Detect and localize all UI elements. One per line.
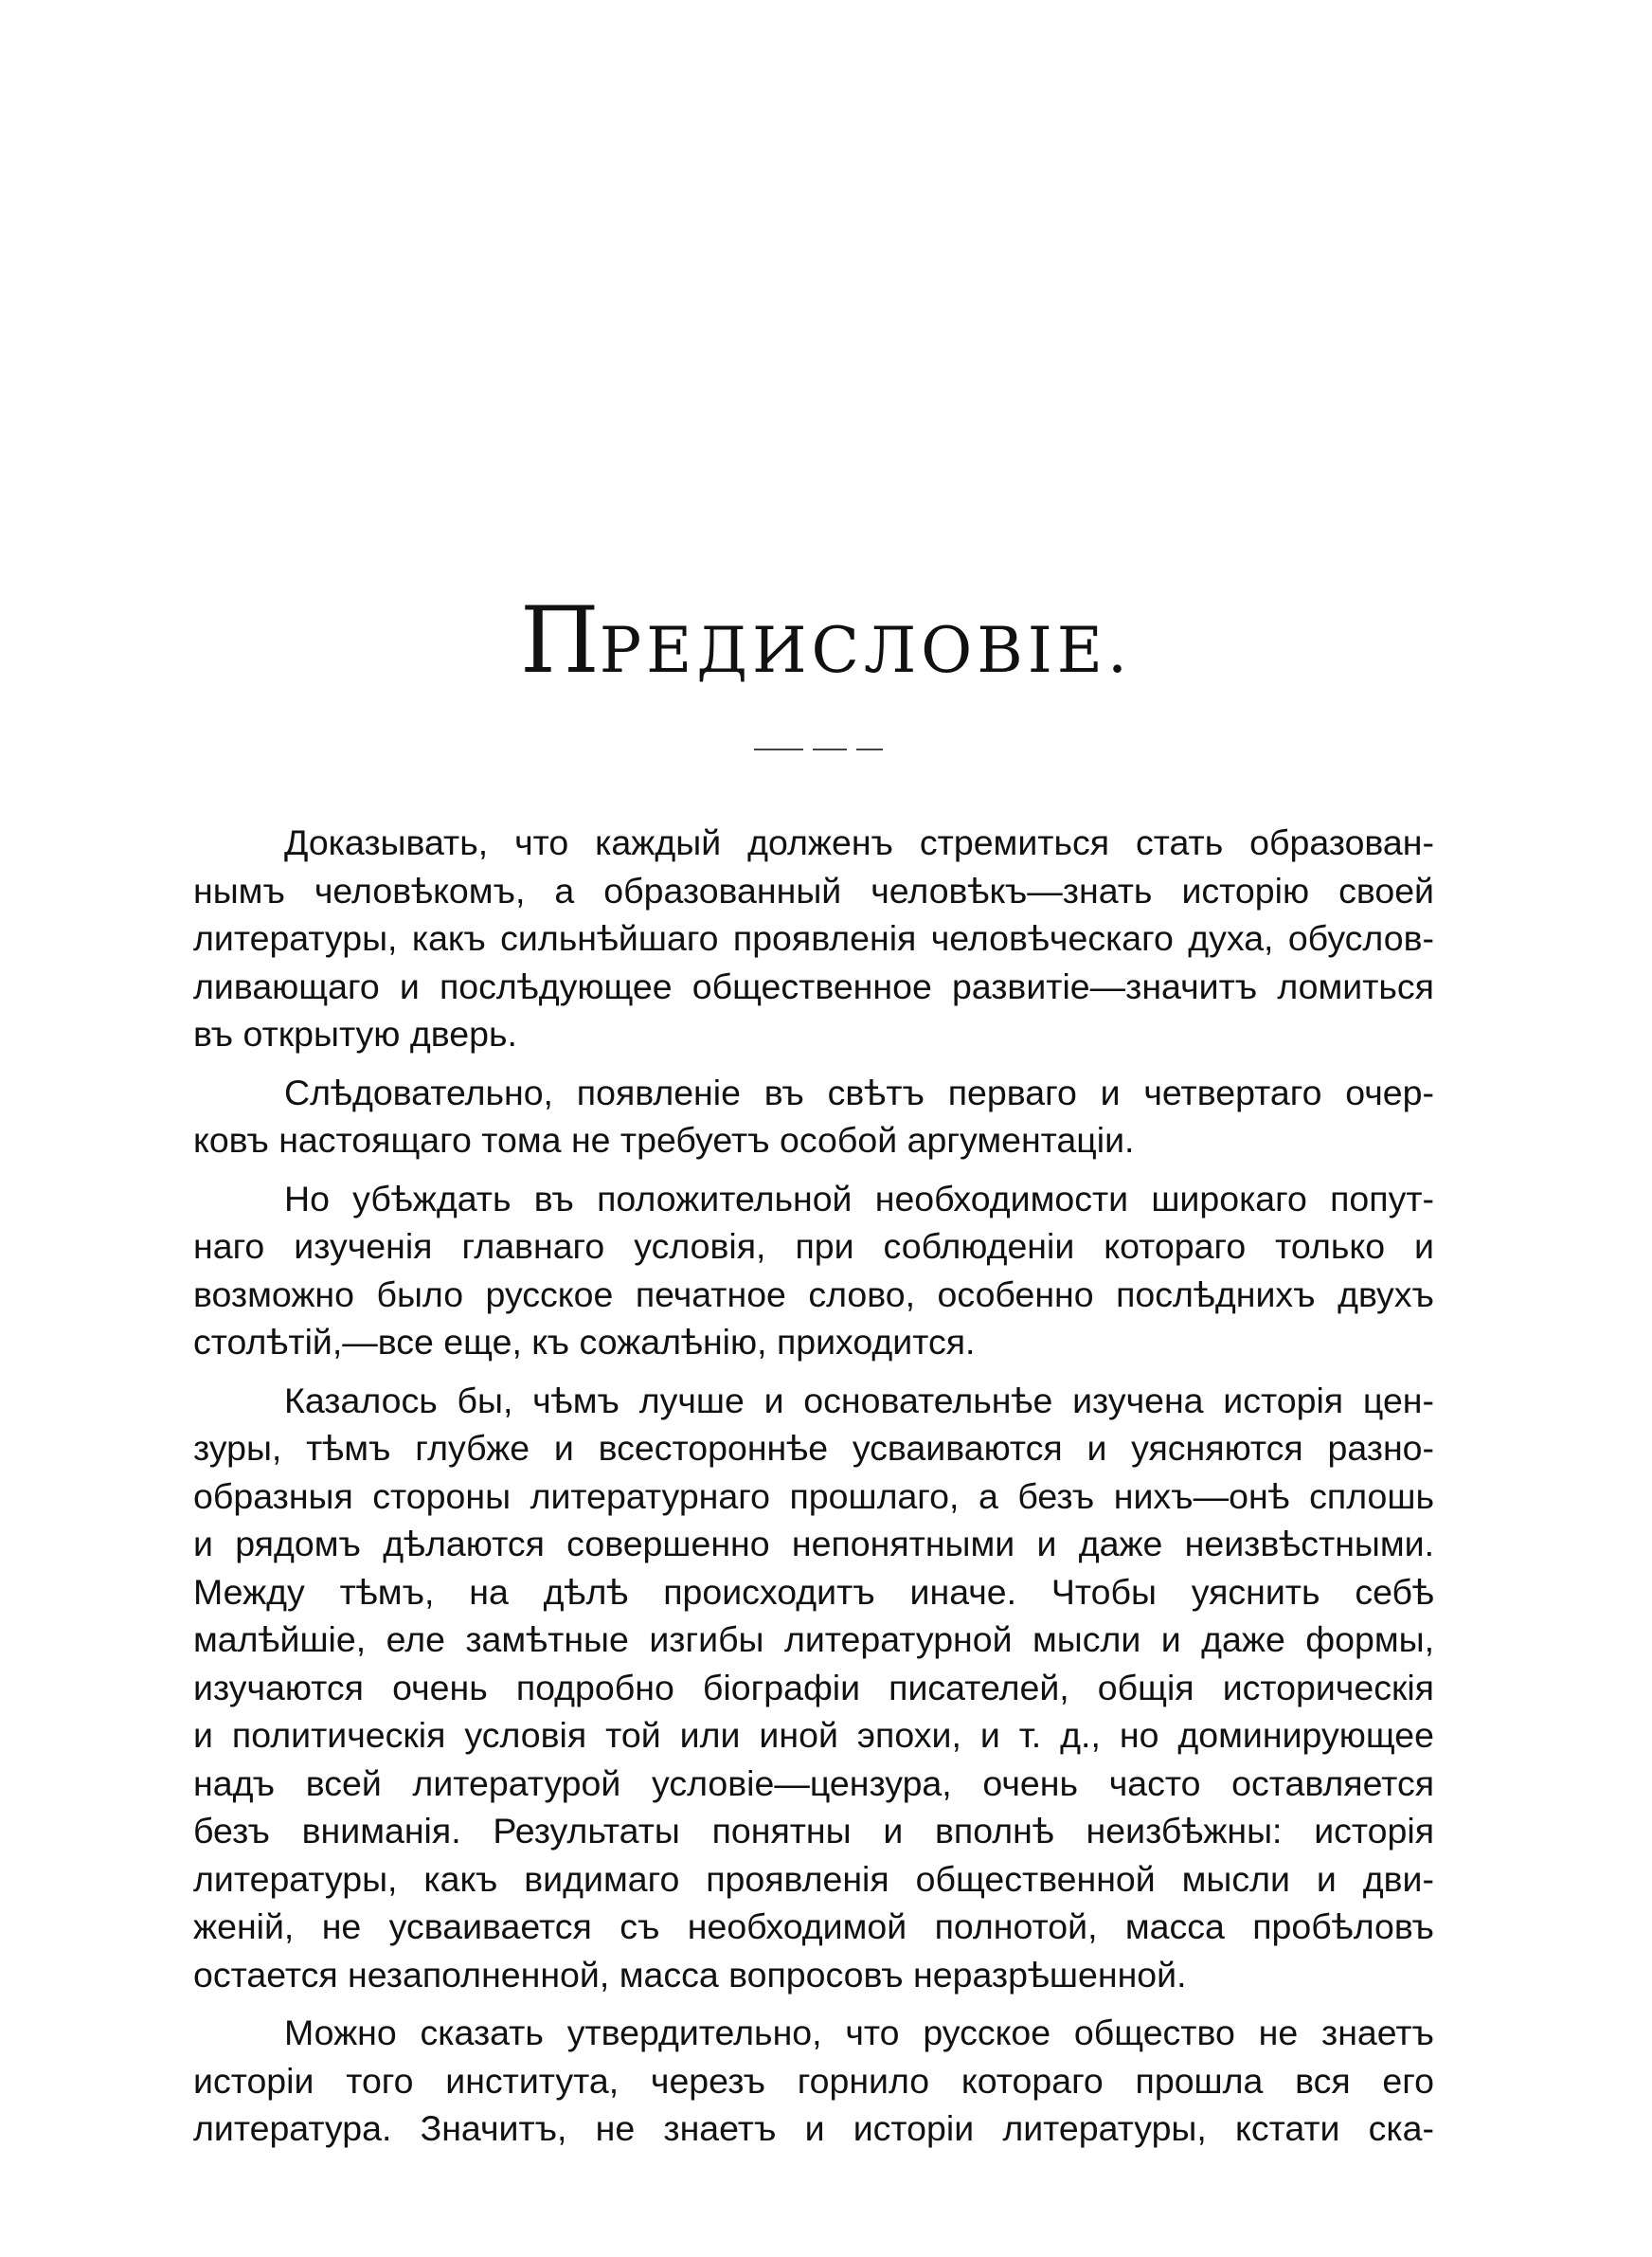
text-line: возможно было русское печатное слово, особенно послѣднихъ двухъ (193, 1273, 1434, 1314)
text-line: Можно сказать утвердительно, что русское общество не знаетъ (284, 2013, 1434, 2052)
text-line: литература. Значитъ, не знаетъ и исторіи литературы, кстати ска- (193, 2108, 1434, 2148)
text-line: въ открытую дверь. (193, 1014, 517, 1054)
text-line: литературы, какъ видимаго проявленія общественной мысли и дви- (193, 1858, 1434, 1899)
text-line: наго изученія главнаго условія, при соблюденіи котораго только и (193, 1226, 1434, 1266)
text-line: образныя стороны литературнаго прошлаго, а безъ нихъ—онѣ сплошь (193, 1475, 1434, 1516)
title-ornament-dash (754, 749, 803, 750)
paragraph-gap (193, 1998, 1434, 2009)
text-line: надъ всей литературой условіе—цензура, очень часто оставляется (193, 1762, 1434, 1803)
title-initial: П (520, 587, 600, 694)
text-line: остается незаполненной, масса вопросовъ неразрѣшенной. (193, 1954, 1187, 1995)
title-ornament-dash (856, 749, 883, 750)
text-line: ковъ настоящаго тома не требуетъ особой аргументаціи. (193, 1120, 1135, 1160)
text-line: Доказывать, что каждый долженъ стремиться стать образован- (284, 822, 1434, 862)
text-line: Казалось бы, чѣмъ лучше и основательнѣе изучена исторія цен- (284, 1380, 1434, 1420)
text-line: малѣйшіе, еле замѣтные изгибы литературной мысли и даже формы, (193, 1619, 1434, 1659)
text-line: исторіи того института, черезъ горнило котораго прошла вся его (193, 2060, 1434, 2101)
title-rest: РЕДИСЛОВІЕ. (599, 614, 1132, 687)
paragraph-1 (193, 819, 1434, 1058)
text-line: зуры, тѣмъ глубже и всестороннѣе усваиваются и уясняются разно- (193, 1428, 1434, 1468)
text-line: и рядомъ дѣлаются совершенно непонятными и даже неизвѣстными. (193, 1524, 1434, 1563)
text-line: изучаются очень подробно біографіи писателей, общія историческія (193, 1667, 1434, 1707)
text-line: Слѣдовательно, появленіе въ свѣтъ перваго и четвертаго очер- (284, 1072, 1434, 1112)
paragraph-5 (193, 2009, 1434, 2153)
text-line: литературы, какъ сильнѣйшаго проявленія человѣческаго духа, обуслов- (193, 918, 1434, 958)
text-line: Но убѣждать въ положительной необходимости широкаго попут- (284, 1178, 1434, 1219)
paragraph-gap (193, 1165, 1434, 1175)
paragraph-gap (193, 1058, 1434, 1069)
text-line: безъ вниманія. Результаты понятны и вполнѣ неизбѣжны: исторія (193, 1811, 1434, 1851)
text-line: столѣтій,—все еще, къ сожалѣнію, приходится. (193, 1322, 976, 1362)
paragraph-4 (193, 1377, 1434, 1999)
text-line: нымъ человѣкомъ, а образованный человѣкъ—знать исторію своей (193, 870, 1434, 911)
paragraph-gap (193, 1366, 1434, 1377)
paragraph-3 (193, 1175, 1434, 1366)
title-ornament-dash (813, 749, 847, 750)
text-line: и политическія условія той или иной эпохи, и т. д., но доминирующее (193, 1715, 1434, 1755)
text-line: ливающаго и послѣдующее общественное развитіе—значитъ ломиться (193, 966, 1434, 1006)
paragraph-2 (193, 1069, 1434, 1165)
text-line: Между тѣмъ, на дѣлѣ происходитъ иначе. Чтобы уяснить себѣ (193, 1571, 1434, 1612)
page-title (0, 587, 1652, 694)
body-text (193, 819, 1434, 2153)
text-line: женій, не усваивается съ необходимой полнотой, масса пробѣловъ (193, 1906, 1434, 1946)
